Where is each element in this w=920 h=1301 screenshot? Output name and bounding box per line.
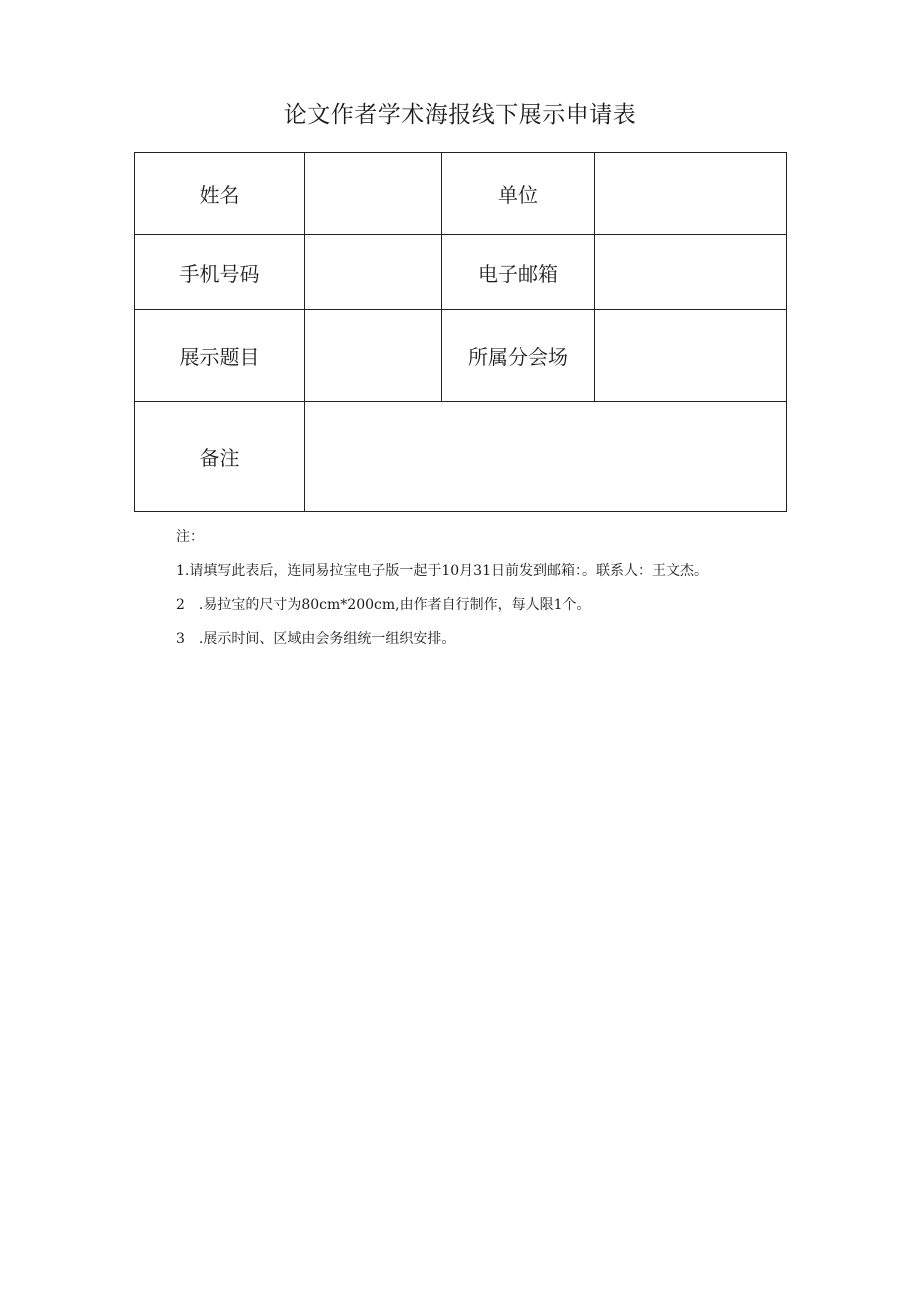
remarks-input[interactable] [305,449,786,468]
email-label: 电子邮箱 [442,235,595,310]
topic-label: 展示题目 [135,310,305,402]
remarks-label: 备注 [135,402,305,512]
remarks-cell[interactable] [305,402,787,512]
phone-label: 手机号码 [135,235,305,310]
session-label: 所属分会场 [442,310,595,402]
form-row-topic-session [135,310,787,402]
session-cell[interactable] [595,310,787,402]
page-title: 论文作者学术海报线下展示申请表 [283,102,637,128]
email-cell[interactable] [595,235,787,310]
name-label: 姓名 [135,153,305,235]
unit-cell[interactable] [595,153,787,235]
application-form-table [134,152,787,512]
email-input[interactable] [595,264,786,283]
topic-cell[interactable] [305,310,442,402]
unit-label: 单位 [442,153,595,235]
form-row-name-unit [135,153,787,235]
form-row-remarks [135,402,787,512]
form-row-phone-email [135,235,787,310]
name-input[interactable] [305,186,441,205]
note-item-1: 1.请填写此表后，连同易拉宝电子版一起于10月31日前发到邮箱：。联系人：王文杰。 [176,563,708,579]
phone-input[interactable] [305,264,441,283]
phone-cell[interactable] [305,235,442,310]
topic-input[interactable] [305,348,441,367]
session-input[interactable] [595,348,786,367]
notes-section [134,520,786,656]
notes-heading: 注： [176,529,204,545]
unit-input[interactable] [595,186,786,205]
note-item-3: 3 .展示时间、区域由会务组统一组织安排。 [176,631,456,647]
note-item-2: 2 .易拉宝的尺寸为80cm*200cm,由作者自行制作，每人限1个。 [176,597,591,613]
name-cell[interactable] [305,153,442,235]
